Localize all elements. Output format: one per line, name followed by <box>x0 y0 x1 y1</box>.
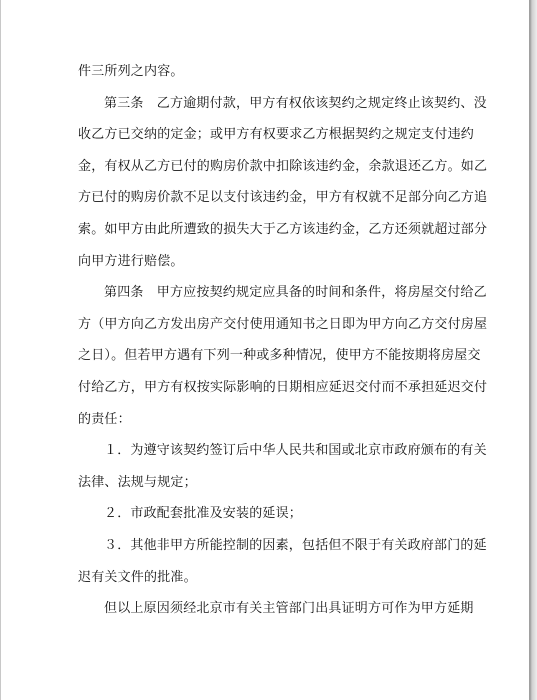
text-line: ２．市政配套批准及安装的延误； <box>104 506 303 522</box>
text-line: ３．其他非甲方所能控制的因素，包括但不限于有关政府部门的延 <box>104 537 487 553</box>
text-line: 方已付的购房价款不足以支付该违约金，甲方有权就不足部分向乙方追 <box>78 190 488 206</box>
page-shadow <box>530 0 537 700</box>
text-line: 向甲方进行赔偿。 <box>78 253 184 269</box>
text-line: 索。如甲方由此所遭致的损失大于乙方该违约金，乙方还须就超过部分 <box>78 221 488 237</box>
text-line: 但以上原因须经北京市有关主管部门出具证明方可作为甲方延期 <box>104 601 474 617</box>
text-line: 付给乙方，甲方有权按实际影响的日期相应延迟交付而不承担延迟交付 <box>78 379 488 395</box>
text-line: 第四条 甲方应按契约规定应具备的时间和条件，将房屋交付给乙 <box>104 285 487 301</box>
text-line: 件三所列之内容。 <box>78 64 184 79</box>
text-line: 第三条 乙方逾期付款，甲方有权依该契约之规定终止该契约、没 <box>104 95 487 111</box>
text-line: 的责任： <box>78 411 131 427</box>
text-line: 金，有权从乙方已付的购房价款中扣除该违约金，余款退还乙方。如乙 <box>78 158 488 174</box>
text-line: 法律、法规与规定； <box>78 474 197 490</box>
text-line: １．为遵守该契约签订后中华人民共和国或北京市政府颁布的有关 <box>104 443 487 459</box>
text-line: 之日）。但若甲方遇有下列一种或多种情况，使甲方不能按期将房屋交 <box>78 348 481 364</box>
text-line: 迟有关文件的批准。 <box>78 569 197 585</box>
text-line: 收乙方已交纳的定金；或甲方有权要求乙方根据契约之规定支付违约 <box>78 127 475 143</box>
document-body <box>78 56 488 625</box>
text-line: 方（甲方向乙方发出房产交付使用通知书之日即为甲方向乙方交付房屋 <box>78 316 488 332</box>
